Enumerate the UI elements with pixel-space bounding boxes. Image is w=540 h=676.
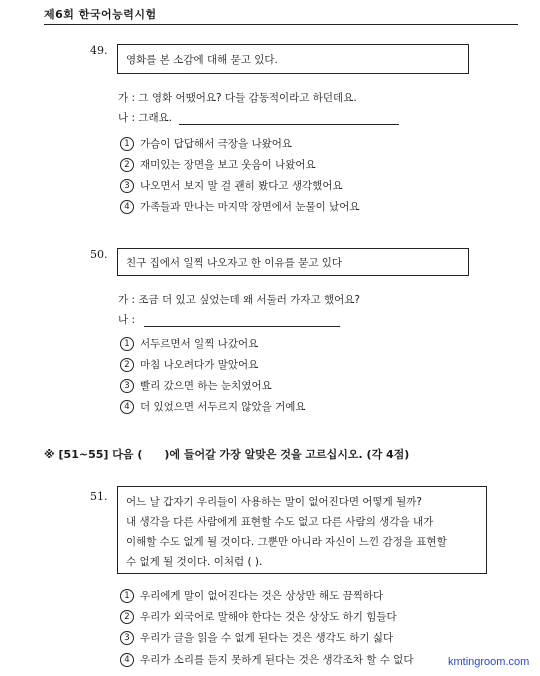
option-number-icon: 2 — [120, 610, 134, 624]
exam-title: 제6회 한국어능력시험 — [44, 8, 157, 21]
option-number-icon: 4 — [120, 200, 134, 214]
question-49-dialog-a: 가 : 그 영화 어땠어요? 다들 감동적이라고 하던데요. — [118, 92, 357, 104]
q50-option-3[interactable] — [120, 378, 272, 393]
question-50-dialog-b: 나 : — [118, 314, 136, 326]
q50-option-1-text: 서두르면서 일찍 나갔어요 — [140, 338, 259, 350]
passage-line: 내 생각을 다른 사람에게 표현할 수도 없고 다른 사람의 생각을 내가 — [126, 516, 434, 528]
option-number-icon: 1 — [120, 137, 134, 151]
q51-option-4-text: 우리가 소리를 듣지 못하게 된다는 것은 생각조차 할 수 없다 — [140, 654, 414, 666]
option-number-icon: 3 — [120, 379, 134, 393]
q50-option-4-text: 더 있었으면 서두르지 않았을 거예요 — [140, 401, 306, 413]
option-number-icon: 2 — [120, 358, 134, 372]
header-divider — [44, 24, 518, 25]
question-49-prompt-box — [117, 44, 469, 74]
q49-option-4-text: 가족들과 만나는 마지막 장면에서 눈물이 났어요 — [140, 201, 360, 213]
q50-option-4[interactable] — [120, 399, 306, 414]
q51-option-1-text: 우리에게 말이 없어진다는 것은 상상만 해도 끔찍하다 — [140, 590, 384, 602]
option-number-icon: 3 — [120, 179, 134, 193]
passage-line: 수 없게 될 것이다. 이처럼 ( ). — [126, 556, 263, 568]
q50-option-1[interactable] — [120, 336, 258, 351]
page-header — [0, 0, 540, 28]
q51-option-3[interactable] — [120, 630, 393, 645]
section-instruction: ※ [51~55] 다음 ( )에 들어갈 가장 알맞은 것을 고르십시오. (각 4점) — [44, 448, 410, 461]
question-50-prompt-box — [117, 248, 469, 276]
q50-option-2-text: 마침 나오려다가 말았어요 — [140, 359, 259, 371]
q51-option-4[interactable] — [120, 652, 413, 667]
question-50-dialog-a: 가 : 조금 더 있고 싶었는데 왜 서둘러 가자고 했어요? — [118, 294, 361, 306]
q51-option-3-text: 우리가 글을 읽을 수 없게 된다는 것은 생각도 하기 싫다 — [140, 632, 394, 644]
option-number-icon: 4 — [120, 400, 134, 414]
question-51-passage-box — [117, 486, 487, 574]
question-51-number: 51. — [90, 490, 108, 503]
passage-line: 어느 날 갑자기 우리들이 사용하는 말이 없어진다면 어떻게 될까? — [126, 496, 422, 508]
site-watermark: kmtingroom.com — [448, 656, 530, 668]
q50-option-3-text: 빨리 갔으면 하는 눈치였어요 — [140, 380, 272, 392]
question-50-answer-blank[interactable] — [144, 314, 340, 327]
option-number-icon: 4 — [120, 653, 134, 667]
q50-option-2[interactable] — [120, 357, 258, 372]
q51-option-1[interactable] — [120, 588, 383, 603]
question-49-answer-blank[interactable] — [179, 112, 399, 125]
option-number-icon: 2 — [120, 158, 134, 172]
q49-option-1-text: 가슴이 답답해서 극장을 나왔어요 — [140, 138, 293, 150]
question-49-prompt: 영화를 본 소감에 대해 묻고 있다. — [126, 53, 278, 66]
question-50-number: 50. — [90, 248, 108, 261]
option-number-icon: 1 — [120, 589, 134, 603]
q49-option-4[interactable] — [120, 199, 360, 214]
q51-option-2-text: 우리가 외국어로 말해야 한다는 것은 상상도 하기 힘들다 — [140, 611, 397, 623]
option-number-icon: 1 — [120, 337, 134, 351]
question-50-prompt: 친구 집에서 일찍 나오자고 한 이유를 묻고 있다 — [126, 256, 343, 269]
q51-option-2[interactable] — [120, 609, 397, 624]
question-49-dialog-b: 나 : 그래요. — [118, 112, 173, 124]
question-49-dialog-b-row — [118, 110, 399, 125]
option-number-icon: 3 — [120, 631, 134, 645]
question-50-dialog-b-row — [118, 312, 340, 327]
passage-line: 이해할 수도 없게 될 것이다. 그뿐만 아니라 자신이 느낀 감정을 표현할 — [126, 536, 447, 548]
q49-option-3-text: 나오면서 보지 말 걸 괜히 봤다고 생각했어요 — [140, 180, 343, 192]
q49-option-3[interactable] — [120, 178, 343, 193]
q49-option-2-text: 재미있는 장면을 보고 웃음이 나왔어요 — [140, 159, 316, 171]
question-49-number: 49. — [90, 44, 108, 57]
q49-option-1[interactable] — [120, 136, 292, 151]
q49-option-2[interactable] — [120, 157, 316, 172]
